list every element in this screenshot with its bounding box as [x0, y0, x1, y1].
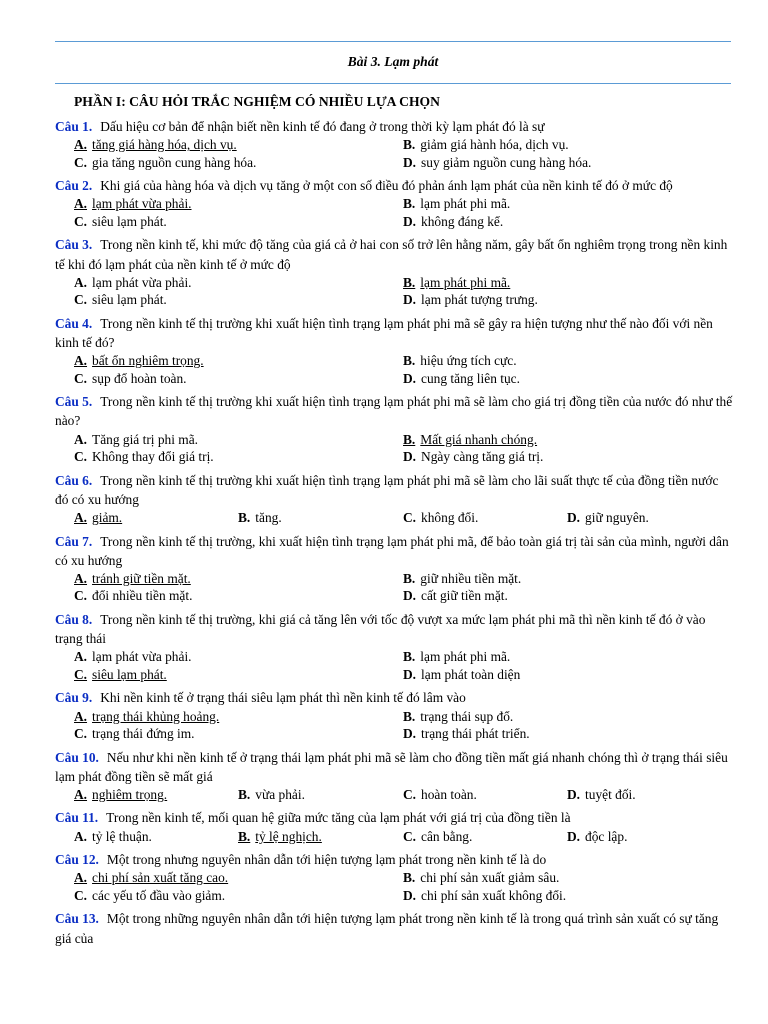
title-divider [55, 83, 731, 84]
question-13 [55, 909, 735, 947]
answer-option-c [74, 154, 403, 172]
question-number: Câu 12. [55, 852, 99, 868]
question-number: Câu 8. [55, 611, 93, 627]
question-number: Câu 6. [55, 472, 93, 488]
question-text: Dấu hiệu cơ bản để nhận biết nền kinh tế đó đang ở trong thời kỳ lạm phát đó là sự [100, 119, 545, 134]
option-key: B. [403, 274, 416, 290]
question-text: Trong nền kinh tế thị trường khi xuất hiện tình trạng lạm phát phi mã sẽ gây ra hiện tượng như thế nào đối với nền kinh tế đó? [55, 315, 713, 351]
option-key: A. [74, 828, 88, 844]
answer-option-c [74, 725, 403, 743]
option-text: lạm phát phi mã. [420, 196, 511, 212]
option-text: chi phí sản xuất giảm sâu. [420, 870, 560, 886]
question-stem [55, 850, 735, 869]
option-text: vừa phải. [255, 786, 305, 802]
answer-option-b [403, 431, 754, 449]
answer-option-b [403, 869, 754, 887]
question-text: Một trong nhưng nguyên nhân dẫn tới hiện tượng lạm phát trong nền kinh tế là do [106, 852, 547, 868]
answer-option-d [403, 291, 754, 309]
option-text: tăng. [255, 510, 282, 526]
option-text: sụp đổ hoàn toàn. [92, 370, 187, 386]
option-text-correct: tăng giá hàng hóa, dịch vụ. [92, 137, 237, 153]
option-text: Ngày càng tăng giá trị. [421, 449, 544, 465]
option-text: hiệu ứng tích cực. [420, 353, 517, 369]
option-key: C. [74, 154, 88, 170]
option-key: D. [403, 154, 417, 170]
lesson-title: Bài 3. Lạm phát [347, 54, 439, 69]
answer-options [55, 828, 735, 846]
answer-option-b [238, 509, 403, 527]
answer-option-d [567, 828, 735, 846]
option-key: D. [403, 213, 417, 229]
option-key: C. [74, 726, 88, 742]
question-8 [55, 610, 735, 683]
question-11 [55, 808, 735, 845]
question-number: Câu 2. [55, 178, 93, 194]
option-text-correct: chi phí sản xuất tăng cao. [92, 870, 229, 886]
option-key: C. [74, 213, 88, 229]
answer-option-a [74, 195, 403, 213]
option-key: B. [403, 137, 416, 153]
question-number: Câu 9. [55, 690, 93, 706]
question-stem [55, 176, 735, 195]
question-stem [55, 314, 735, 352]
answer-option-c [403, 828, 567, 846]
answer-option-b [403, 708, 754, 726]
option-key: A. [74, 196, 88, 212]
option-text: các yếu tố đầu vào giảm. [92, 887, 226, 903]
option-text: cất giữ tiền mặt. [421, 588, 508, 604]
answer-option-d [567, 786, 735, 804]
option-key: A. [74, 570, 88, 586]
answer-option-a [74, 136, 403, 154]
question-list [55, 117, 735, 953]
answer-options [55, 274, 735, 309]
option-text: giữ nhiều tiền mặt. [420, 570, 522, 586]
answer-option-b [403, 570, 754, 588]
answer-option-a [74, 869, 403, 887]
top-divider [55, 41, 731, 42]
answer-option-c [74, 587, 403, 605]
section-heading: PHẦN I: CÂU HỎI TRẮC NGHIỆM CÓ NHIỀU LỰA CHỌN [74, 94, 440, 109]
answer-option-c [74, 448, 403, 466]
option-key: D. [403, 726, 417, 742]
question-text: Trong nền kinh tế thị trường khi xuất hiện tình trạng lạm phát phi mã sẽ làm cho lãi suất thực tế của đồng tiền nước đó có xu hướng [55, 472, 719, 507]
option-text-correct: lạm phát phi mã. [420, 274, 511, 290]
answer-option-a [74, 786, 238, 804]
question-12 [55, 850, 735, 904]
answer-options [55, 431, 735, 466]
question-text: Trong nền kinh tế thị trường, khi xuất hiện tình trạng lạm phát phi mã, để bảo toàn giá trị tài sản của mình, người dân có xu hướng [55, 533, 729, 568]
option-key: D. [403, 666, 417, 682]
option-text: lạm phát tượng trưng. [421, 292, 538, 308]
answer-option-b [403, 274, 754, 292]
question-number: Câu 4. [55, 315, 93, 331]
option-key: D. [403, 449, 417, 465]
option-text: lạm phát toàn diện [421, 666, 521, 682]
option-text: giảm giá hành hóa, dịch vụ. [420, 137, 569, 153]
option-key: B. [238, 786, 251, 802]
answer-options [55, 352, 735, 387]
question-stem [55, 748, 735, 786]
question-stem [55, 909, 735, 947]
option-text: siêu lạm phát. [92, 213, 167, 229]
answer-options [55, 869, 735, 904]
option-key: A. [74, 708, 88, 724]
question-number: Câu 7. [55, 533, 93, 549]
answer-option-d [567, 509, 735, 527]
answer-option-d [403, 213, 754, 231]
question-1 [55, 117, 735, 171]
answer-option-a [74, 352, 403, 370]
option-key: C. [74, 449, 88, 465]
option-key: B. [403, 431, 416, 447]
answer-option-a [74, 509, 238, 527]
answer-option-d [403, 587, 754, 605]
question-stem [55, 471, 735, 509]
question-number: Câu 13. [55, 911, 99, 927]
option-text: trạng thái đứng im. [92, 726, 195, 742]
option-text: chi phí sản xuất không đổi. [421, 887, 567, 903]
option-text-correct: tránh giữ tiền mặt. [92, 570, 191, 586]
answer-options [55, 708, 735, 743]
question-7 [55, 532, 735, 605]
option-key: B. [403, 649, 416, 665]
answer-option-c [403, 786, 567, 804]
option-key: A. [74, 137, 88, 153]
option-text: hoàn toàn. [421, 786, 477, 802]
answer-option-b [403, 195, 754, 213]
question-text: Trong nền kinh tế, khi mức độ tăng của giá cả ở hai con số trở lên hằng năm, gây bất ổn nghiêm trọng trong nền kinh tế khi đó lạm phát của nền kinh tế ở mức độ [55, 237, 728, 272]
option-text: đổi nhiều tiền mặt. [92, 588, 193, 604]
question-5 [55, 392, 735, 465]
option-text-correct: siêu lạm phát. [92, 666, 167, 682]
option-key: D. [403, 370, 417, 386]
answer-options [55, 786, 735, 804]
question-number: Câu 1. [55, 119, 93, 134]
answer-option-c [74, 213, 403, 231]
answer-option-a [74, 570, 403, 588]
option-key: B. [403, 196, 416, 212]
answer-option-c [74, 666, 403, 684]
option-text: độc lập. [585, 828, 628, 844]
option-key: B. [403, 870, 416, 886]
question-text: Khi nền kinh tế ở trạng thái siêu lạm phát thì nền kinh tế đó lâm vào [100, 690, 466, 706]
question-text: Trong nền kinh tế, mối quan hệ giữa mức tăng của lạm phát với giá trị của đồng tiền là [106, 810, 571, 826]
question-text: Trong nền kinh tế thị trường, khi giá cả tăng lên với tốc độ vượt xa mức lạm phát phi mã thì nền kinh tế đó ở vào trạng thái [55, 611, 706, 647]
answer-options [55, 509, 735, 527]
option-key: C. [74, 588, 88, 604]
option-key: C. [74, 666, 88, 682]
answer-options [55, 136, 735, 171]
option-text: lạm phát vừa phải. [92, 649, 192, 665]
answer-options [55, 648, 735, 683]
option-text-correct: nghiêm trọng. [92, 786, 168, 802]
option-text: tỷ lệ thuận. [92, 828, 152, 844]
answer-option-d [403, 725, 754, 743]
question-number: Câu 10. [55, 749, 99, 765]
question-6 [55, 471, 735, 527]
question-3 [55, 235, 735, 308]
answer-option-c [74, 370, 403, 388]
option-text-correct: giảm. [92, 510, 123, 526]
option-key: D. [403, 292, 417, 308]
option-key: B. [403, 570, 416, 586]
question-text: Một trong những nguyên nhân dẫn tới hiện tượng lạm phát trong nền kinh tế là trong quá trình sản xuất có sự tăng giá của [55, 911, 719, 946]
option-key: B. [238, 828, 251, 844]
question-9 [55, 688, 735, 742]
question-text: Trong nền kinh tế thị trường khi xuất hiện tình trạng lạm phát phi mã sẽ làm cho giá trị đồng tiền của nước đó như thế nào? [55, 394, 733, 429]
answer-options [55, 195, 735, 230]
question-text: Nếu như khi nền kinh tế ở trạng thái lạm phát phi mã sẽ làm cho đồng tiền mất giá nhanh chóng thì ở trạng thái siêu lạm phát đồng tiền sẽ mất giá [55, 749, 728, 784]
answer-option-b [403, 136, 754, 154]
option-key: A. [74, 786, 88, 802]
option-key: C. [74, 887, 88, 903]
answer-option-b [403, 648, 754, 666]
option-key: A. [74, 431, 88, 447]
question-4 [55, 314, 735, 387]
option-key: B. [403, 708, 416, 724]
question-stem [55, 808, 735, 827]
answer-option-b [238, 786, 403, 804]
question-10 [55, 748, 735, 804]
answer-option-a [74, 431, 403, 449]
question-stem [55, 392, 735, 430]
option-text: trạng thái sụp đổ. [420, 708, 514, 724]
question-number: Câu 5. [55, 394, 93, 410]
option-text-correct: trạng thái khủng hoảng. [92, 708, 220, 724]
option-key: C. [74, 370, 88, 386]
option-text: cung tăng liên tục. [421, 370, 520, 386]
option-text: Tăng giá trị phi mã. [92, 431, 199, 447]
option-text: lạm phát vừa phải. [92, 274, 192, 290]
option-text: tuyệt đối. [585, 786, 636, 802]
option-text: Không thay đổi giá trị. [92, 449, 214, 465]
option-key: A. [74, 353, 88, 369]
question-number: Câu 3. [55, 237, 93, 253]
question-number: Câu 11. [55, 810, 99, 826]
option-text: siêu lạm phát. [92, 292, 167, 308]
option-text-correct: lạm phát vừa phải. [92, 196, 192, 212]
question-stem [55, 117, 735, 136]
option-key: A. [74, 510, 88, 526]
option-text: gia tăng nguồn cung hàng hóa. [92, 154, 257, 170]
answer-option-d [403, 666, 754, 684]
answer-option-d [403, 370, 754, 388]
answer-option-a [74, 648, 403, 666]
option-text: giữ nguyên. [585, 510, 649, 526]
option-key: C. [74, 292, 88, 308]
option-key: B. [403, 353, 416, 369]
answer-option-b [403, 352, 754, 370]
option-key: C. [403, 510, 417, 526]
option-text-correct: tỷ lệ nghịch. [255, 828, 322, 844]
answer-option-d [403, 448, 754, 466]
answer-option-c [74, 291, 403, 309]
answer-option-c [403, 509, 567, 527]
option-key: B. [238, 510, 251, 526]
option-key: D. [567, 828, 581, 844]
option-key: C. [403, 828, 417, 844]
answer-option-a [74, 828, 238, 846]
option-text-correct: Mất giá nhanh chóng. [420, 431, 538, 447]
option-text: trạng thái phát triển. [421, 726, 530, 742]
option-text: không đáng kể. [421, 213, 504, 229]
answer-option-a [74, 274, 403, 292]
option-text: lạm phát phi mã. [420, 649, 511, 665]
question-stem [55, 235, 735, 273]
answer-option-b [238, 828, 403, 846]
option-key: D. [567, 786, 581, 802]
answer-option-a [74, 708, 403, 726]
option-key: D. [403, 887, 417, 903]
option-key: C. [403, 786, 417, 802]
answer-option-d [403, 887, 754, 905]
option-text-correct: bất ổn nghiêm trọng. [92, 353, 204, 369]
answer-option-c [74, 887, 403, 905]
option-text: cân bằng. [421, 828, 473, 844]
question-2 [55, 176, 735, 230]
option-key: A. [74, 274, 88, 290]
answer-options [55, 570, 735, 605]
question-stem [55, 532, 735, 570]
question-text: Khi giá của hàng hóa và dịch vụ tăng ở một con số điều đó phản ánh lạm phát của nền kinh tế đó ở mức độ [100, 178, 673, 194]
option-key: A. [74, 870, 88, 886]
question-stem [55, 610, 735, 648]
option-key: D. [567, 510, 581, 526]
answer-option-d [403, 154, 754, 172]
question-stem [55, 688, 735, 707]
option-text: không đổi. [421, 510, 479, 526]
option-key: D. [403, 588, 417, 604]
option-text: suy giảm nguồn cung hàng hóa. [421, 154, 592, 170]
option-key: A. [74, 649, 88, 665]
